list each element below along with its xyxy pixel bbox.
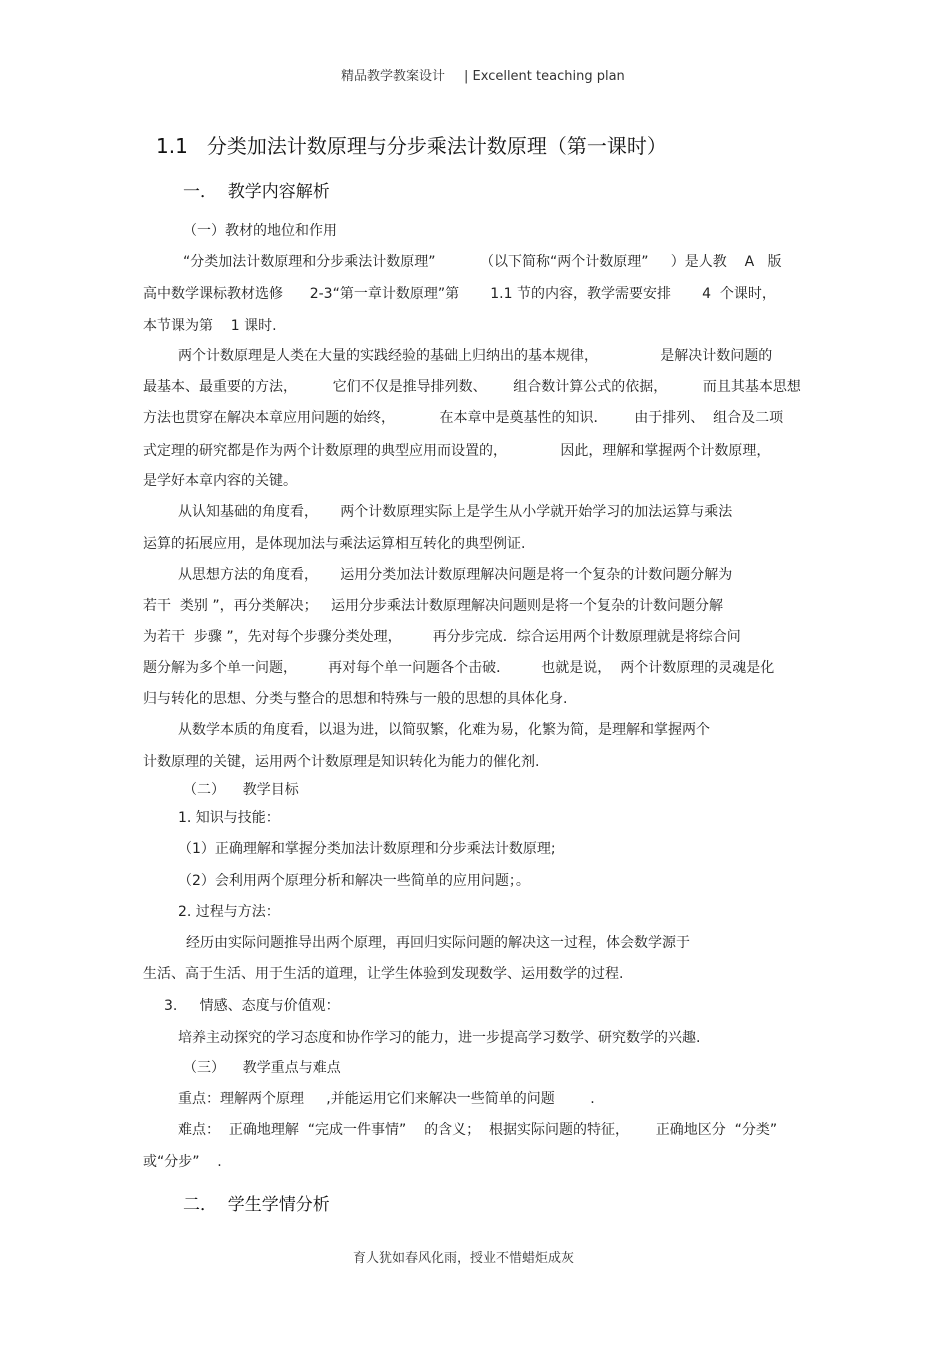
text-line: 生活、高于生活、用于生活的道理，让学生体验到发现数学、运用数学的过程.	[143, 966, 624, 982]
text-line: 从思想方法的角度看， 运用分类加法计数原理解决问题是将一个复杂的计数问题分解为	[178, 567, 733, 583]
subsection-heading-teaching-goals: （二） 教学目标	[183, 782, 299, 798]
text-line: 式定理的研究都是作为两个计数原理的典型应用而设置的， 因此，理解和掌握两个计数原理，	[143, 443, 771, 459]
subsection-heading-textbook-role: （一）教材的地位和作用	[183, 223, 337, 239]
text-line: 两个计数原理是人类在大量的实践经验的基础上归纳出的基本规律， 是解决计数问题的	[178, 348, 773, 364]
document-title: 1.1 分类加法计数原理与分步乘法计数原理（第一课时）	[156, 134, 667, 158]
text-line: 归与转化的思想、分类与整合的思想和特殊与一般的思想的具体化身.	[143, 691, 568, 707]
text-line: 或“分步” .	[143, 1154, 222, 1170]
footer-motto: 育人犹如春风化雨，授业不惜蜡炬成灰	[353, 1251, 575, 1266]
text-line: 运算的拓展应用，是体现加法与乘法运算相互转化的典型例证.	[143, 536, 526, 552]
text-line: 最基本、最重要的方法， 它们不仅是推导排列数、 组合数计算公式的依据， 而且其基本思想	[143, 379, 801, 395]
key-point-focus: 重点：理解两个原理 ,并能运用它们来解决一些简单的问题 .	[178, 1091, 595, 1107]
goal-knowledge-skills: 1. 知识与技能：	[178, 810, 280, 826]
text-line: 经历由实际问题推导出两个原理，再回归实际问题的解决这一过程，体会数学源于	[186, 935, 690, 951]
text-line: 计数原理的关键，运用两个计数原理是知识转化为能力的催化剂.	[143, 754, 540, 770]
goal-knowledge-item-2: （2）会利用两个原理分析和解决一些简单的应用问题；。	[178, 873, 530, 889]
text-line: 从数学本质的角度看，以退为进，以简驭繁，化难为易，化繁为简，是理解和掌握两个	[178, 722, 710, 738]
goal-knowledge-item-1: （1）正确理解和掌握分类加法计数原理和分步乘法计数原理;	[178, 841, 556, 857]
text-line: 题分解为多个单一问题， 再对每个单一问题各个击破． 也就是说， 两个计数原理的灵魂是化	[143, 660, 775, 676]
goal-emotion-values: 3. 情感、态度与价值观：	[164, 998, 340, 1014]
goal-process-methods: 2. 过程与方法：	[178, 904, 280, 920]
text-line: 本节课为第 1 课时.	[143, 318, 277, 334]
text-line: 难点： 正确地理解 “完成一件事情” 的含义； 根据实际问题的特征， 正确地区分 “分类”	[178, 1122, 778, 1138]
text-line: 方法也贯穿在解决本章应用问题的始终， 在本章中是奠基性的知识． 由于排列、 组合及二项	[143, 410, 784, 426]
subsection-heading-key-points: （三） 教学重点与难点	[183, 1060, 341, 1076]
text-line: 从认知基础的角度看， 两个计数原理实际上是学生从小学就开始学习的加法运算与乘法	[178, 504, 733, 520]
header-title-chinese: 精品教学教案设计	[341, 69, 446, 84]
header-title-english: | Excellent teaching plan	[464, 69, 625, 84]
text-line: 若干 类别 ”，再分类解决； 运用分步乘法计数原理解决问题则是将一个复杂的计数问题分解	[143, 598, 723, 614]
section-heading-student-analysis: 二． 学生学情分析	[183, 1195, 330, 1215]
section-heading-teaching-content: 一． 教学内容解析	[183, 182, 330, 202]
text-line: “分类加法计数原理和分步乘法计数原理” （以下简称“两个计数原理” ）是人教 A 版	[183, 254, 782, 270]
text-line: 为若干 步骤 ”，先对每个步骤分类处理， 再分步完成．综合运用两个计数原理就是将综合问	[143, 629, 741, 645]
text-line: 是学好本章内容的关键。	[143, 473, 297, 489]
text-line: 高中数学课标教材选修 2-3“第一章计数原理”第 1.1 节的内容，教学需要安排 4 个课时，	[143, 286, 776, 302]
text-line: 培养主动探究的学习态度和协作学习的能力，进一步提高学习数学、研究数学的兴趣.	[178, 1030, 701, 1046]
